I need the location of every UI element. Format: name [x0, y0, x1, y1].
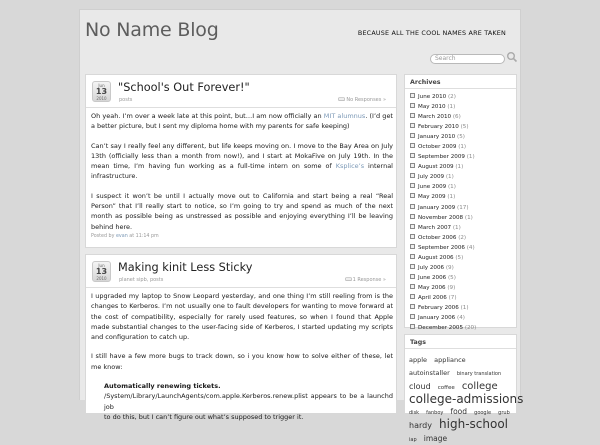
archive-calendar-icon	[410, 254, 415, 259]
comment-bubble-icon	[345, 277, 352, 282]
archive-count: (5)	[447, 274, 456, 281]
paragraph	[91, 111, 393, 132]
archive-calendar-icon	[410, 234, 415, 239]
archive-calendar-icon	[410, 264, 415, 269]
paragraph-text: internal infrastructure.	[91, 162, 393, 181]
date-year: 2010	[96, 276, 107, 281]
archive-count: (1)	[447, 104, 456, 111]
archive-link[interactable]: June 2006	[418, 274, 447, 281]
archive-calendar-icon	[410, 113, 415, 118]
archive-calendar-icon	[410, 284, 415, 289]
post-footer	[91, 234, 159, 239]
tag-link[interactable]: binary translation	[456, 371, 502, 377]
tag-link[interactable]: autoinstaller	[409, 369, 450, 377]
divider	[86, 107, 396, 108]
archive-calendar-icon	[410, 214, 415, 219]
archive-calendar-icon	[410, 103, 415, 108]
archive-calendar-icon	[410, 153, 415, 158]
archive-link[interactable]: December 2005	[418, 325, 464, 332]
post-body	[91, 111, 393, 241]
tag-link[interactable]: image	[423, 434, 448, 443]
paragraph	[91, 191, 393, 232]
paragraph-text: . (I’d get a better picture, but I sent my diploma home with my parents for safe keeping)	[91, 112, 393, 131]
archive-item[interactable]	[410, 253, 516, 263]
archive-item[interactable]	[410, 192, 516, 202]
archive-calendar-icon	[410, 204, 415, 209]
paragraph	[91, 141, 393, 182]
divider	[86, 287, 396, 288]
paragraph: I still have a few more bugs to track down, so i you know how to solve either of these, let me know:	[91, 352, 393, 371]
archive-calendar-icon	[410, 324, 415, 329]
tag-link[interactable]: iap	[409, 437, 417, 443]
archive-count: (20)	[464, 325, 477, 332]
tag-link[interactable]: coffee	[437, 385, 455, 391]
archive-link[interactable]: July 2009	[418, 174, 445, 181]
archive-calendar-icon	[410, 244, 415, 249]
archives-title: Archives	[405, 75, 516, 89]
archive-count: (7)	[448, 294, 457, 301]
archive-calendar-icon	[410, 173, 415, 178]
archive-link[interactable]: October 2006	[418, 234, 457, 241]
date-month: Jun	[98, 263, 105, 268]
tag-link[interactable]: grub	[498, 410, 510, 416]
archive-calendar-icon	[410, 133, 415, 138]
tags-title: Tags	[405, 335, 516, 349]
responses-label: No Responses »	[346, 97, 386, 103]
tag-link[interactable]: college-admissions	[409, 392, 524, 406]
tag-cloud	[405, 349, 524, 445]
post-categories[interactable]: planet sipb, posts	[119, 277, 164, 283]
archive-count: (1)	[455, 164, 464, 171]
post-responses-link[interactable]	[345, 277, 386, 283]
archive-link[interactable]: September 2009	[418, 154, 465, 161]
date-year: 2010	[96, 96, 107, 101]
archive-calendar-icon	[410, 123, 415, 128]
tag-link[interactable]: college	[461, 381, 498, 392]
archive-link[interactable]: March 2010	[418, 114, 452, 121]
archive-count: (9)	[447, 284, 456, 291]
archive-item[interactable]	[410, 182, 516, 192]
archive-link[interactable]: October 2009	[418, 144, 457, 151]
archive-item[interactable]	[410, 283, 516, 293]
archive-calendar-icon	[410, 314, 415, 319]
post-body	[91, 291, 393, 422]
archive-link[interactable]: March 2007	[418, 224, 452, 231]
archive-item[interactable]	[410, 92, 516, 102]
archive-item[interactable]	[410, 162, 516, 172]
tag-link[interactable]: cloud	[409, 382, 431, 391]
paragraph-text: Can’t say I really feel any different, but life keeps moving on. I move to the Bay Area on July 13th (officially less than a month from now!), and I start at MokaFive on July 19th. In the mean time, I’m having fun working as a full-time intern on some of	[91, 141, 393, 171]
archive-link[interactable]: May 2006	[418, 284, 446, 291]
blockquote	[91, 381, 393, 422]
post-responses-link[interactable]	[338, 97, 386, 103]
archives-widget	[404, 74, 517, 332]
tag-link[interactable]: fanboy	[426, 410, 444, 416]
post-categories[interactable]: posts	[119, 97, 133, 103]
archive-item[interactable]	[410, 303, 516, 313]
paragraph-text: I suspect it won’t be until I actually move out to California and start being a real “Real Person” that I’ll really start to notice, so I’m going to try and spend as much of the next month as possible being as unstressed as possible and enjoying everything I’ll be leaving behind here.	[91, 191, 393, 231]
post-title[interactable]: "School's Out Forever!"	[118, 81, 250, 94]
archive-link[interactable]: January 2006	[418, 315, 456, 322]
calendar-icon	[92, 261, 111, 282]
archive-link[interactable]: June 2009	[418, 184, 447, 191]
archive-item[interactable]	[410, 263, 516, 273]
archive-link[interactable]: January 2010	[418, 134, 456, 141]
archive-count: (5)	[457, 134, 465, 141]
blog-tagline: BECAUSE ALL THE COOL NAMES ARE TAKEN	[357, 29, 506, 37]
archive-item[interactable]	[410, 152, 516, 162]
tag-link[interactable]: google	[474, 410, 492, 416]
archive-item[interactable]	[410, 293, 516, 303]
search-input[interactable]: Search	[430, 54, 505, 64]
archive-count: (4)	[466, 244, 475, 251]
archive-calendar-icon	[410, 143, 415, 148]
archive-count: (1)	[466, 154, 475, 161]
archive-item[interactable]	[410, 142, 516, 152]
archive-count: (1)	[447, 194, 456, 201]
archive-item[interactable]	[410, 243, 516, 253]
search-icon[interactable]	[506, 51, 518, 63]
archive-item[interactable]	[410, 102, 516, 112]
post	[85, 254, 397, 421]
calendar-icon	[92, 81, 111, 102]
archive-item[interactable]	[410, 323, 516, 333]
tag-link[interactable]: appliance	[434, 356, 466, 364]
page	[79, 9, 524, 443]
archive-item[interactable]	[410, 223, 516, 233]
ksplice-link[interactable]: Ksplice’s	[335, 162, 365, 171]
at-label: at	[129, 234, 135, 239]
archive-count: (5)	[460, 124, 469, 131]
archive-calendar-icon	[410, 224, 415, 229]
archive-count: (6)	[452, 114, 461, 121]
tags-widget	[404, 334, 524, 443]
archive-link[interactable]: April 2006	[418, 294, 447, 301]
archive-count: (17)	[457, 204, 469, 211]
quote-line: /System/Library/LaunchAgents/com.apple.Kerberos.renew.plist appears to be a launchd job	[104, 392, 393, 411]
post-time: 11:14 pm	[135, 234, 159, 239]
archive-count: (1)	[458, 144, 467, 151]
archive-item[interactable]	[410, 233, 516, 243]
post	[85, 74, 397, 248]
archive-link[interactable]: June 2010	[418, 94, 447, 100]
paragraph-text: Oh yeah. I’m over a week late at this point, but…I am now officially an	[91, 112, 324, 120]
author-link[interactable]: evan	[115, 234, 128, 239]
archive-link[interactable]: September 2006	[418, 244, 465, 251]
sidebar	[404, 74, 524, 443]
archive-item[interactable]	[410, 132, 516, 142]
archive-link[interactable]: November 2008	[418, 214, 464, 221]
archive-count: (1)	[445, 174, 454, 181]
archive-item[interactable]	[410, 172, 516, 182]
archive-link[interactable]: August 2009	[418, 164, 454, 171]
archive-item[interactable]	[410, 213, 516, 223]
archive-count: (1)	[460, 304, 469, 311]
posted-by-label: Posted by	[91, 234, 115, 239]
archive-count: (9)	[445, 264, 454, 271]
archive-calendar-icon	[410, 304, 415, 309]
archive-link[interactable]: February 2006	[418, 304, 459, 311]
date-day: 13	[95, 87, 108, 96]
archive-link[interactable]: May 2010	[418, 104, 446, 111]
comment-bubble-icon	[338, 97, 345, 102]
archive-count: (2)	[447, 94, 456, 100]
archive-calendar-icon	[410, 193, 415, 198]
quote-heading: Automatically renewing tickets.	[104, 382, 221, 391]
archive-count: (1)	[452, 224, 461, 231]
archive-link[interactable]: July 2006	[418, 264, 445, 271]
post-title[interactable]: Making kinit Less Sticky	[118, 261, 253, 274]
tag-link[interactable]: disk	[409, 410, 420, 416]
date-day: 13	[95, 267, 108, 276]
tag-link[interactable]: food	[450, 407, 468, 416]
responses-label: 1 Response »	[352, 277, 386, 283]
archive-item[interactable]	[410, 273, 516, 283]
archive-count: (2)	[458, 234, 467, 241]
tag-link[interactable]: apple	[409, 356, 428, 364]
archives-list	[405, 89, 516, 333]
archive-calendar-icon	[410, 274, 415, 279]
archive-item[interactable]	[410, 122, 516, 132]
archive-item[interactable]	[410, 203, 516, 213]
archive-link[interactable]: February 2010	[418, 124, 459, 131]
archive-count: (4)	[457, 315, 465, 322]
archive-count: (5)	[455, 254, 464, 261]
blog-title[interactable]: No Name Blog	[85, 19, 219, 41]
quote-line: to do this, but I can’t figure out what’s supposed to trigger it.	[104, 412, 304, 421]
archive-item[interactable]	[410, 313, 516, 323]
paragraph: I upgraded my laptop to Snow Leopard yesterday, and one thing I’m still reeling from is the changes to Kerberos. I’m not usually one to fault developers for wanting to move forward at the cost of compatibility, especially for rarely used features, so when I found that Apple made substantial changes to the user-facing side of Kerberos, I started updating my scripts and configuration to catch up.	[91, 292, 393, 342]
mit-alumnus-link[interactable]: MIT alumnus	[323, 112, 366, 120]
archive-calendar-icon	[410, 163, 415, 168]
date-month: Jun	[98, 83, 105, 88]
archive-item[interactable]	[410, 112, 516, 122]
archive-calendar-icon	[410, 294, 415, 299]
archive-calendar-icon	[410, 93, 415, 98]
archive-calendar-icon	[410, 183, 415, 188]
archive-link[interactable]: August 2006	[418, 254, 454, 261]
tag-link[interactable]: hardy	[409, 421, 432, 430]
archive-count: (1)	[447, 184, 456, 191]
archive-link[interactable]: January 2009	[418, 204, 456, 211]
tag-link[interactable]: high-school	[439, 417, 508, 431]
archive-link[interactable]: May 2009	[418, 194, 446, 201]
archive-count: (1)	[464, 214, 473, 221]
